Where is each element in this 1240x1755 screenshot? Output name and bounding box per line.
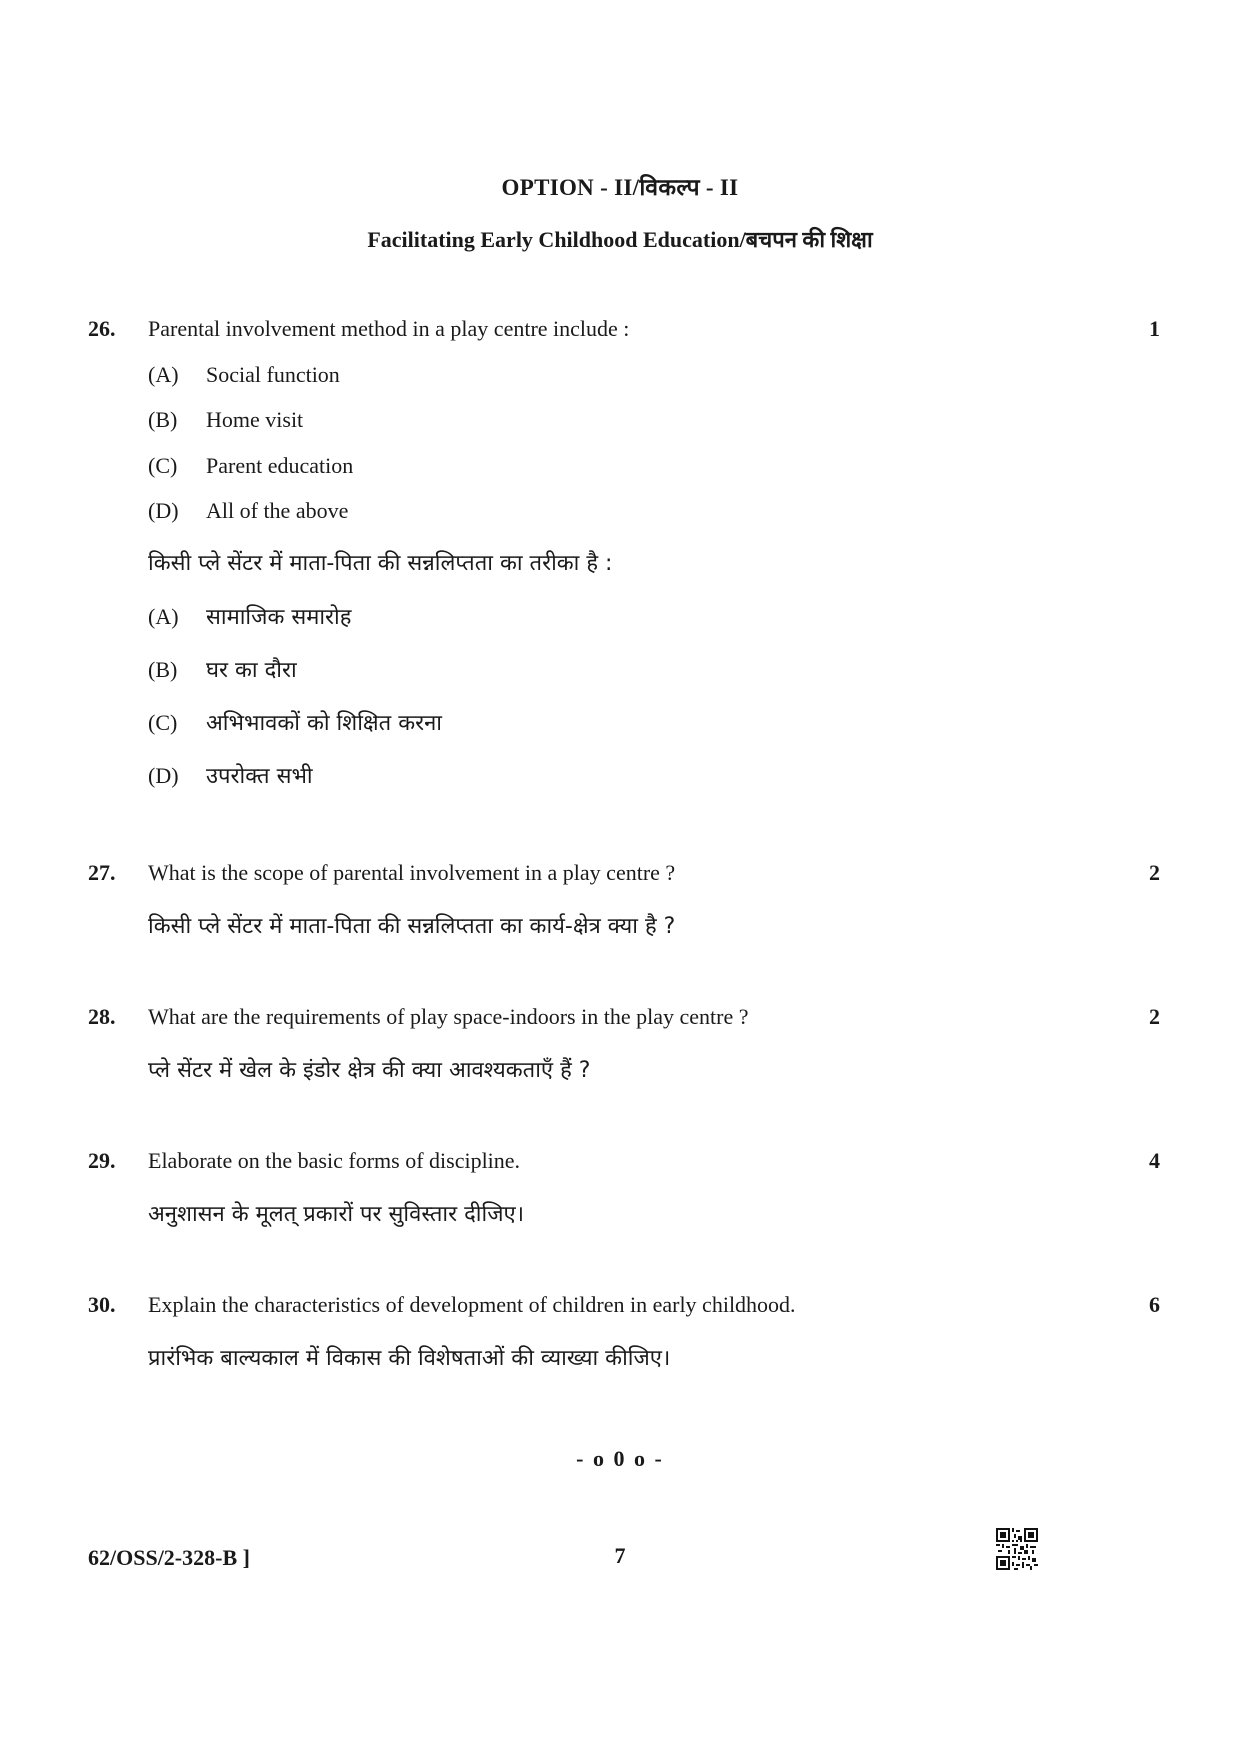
question-marks: 6	[1149, 1292, 1160, 1317]
question-text-hi: प्रारंभिक बाल्यकाल में विकास की विशेषताओं की व्याख्या कीजिए।	[148, 1346, 671, 1371]
question-text-hi: अनुशासन के मूलत् प्रकारों पर सुविस्तार दीजिए।	[148, 1202, 525, 1227]
page-number: 7	[614, 1543, 626, 1568]
option-letter: (B)	[148, 407, 178, 432]
end-of-paper-mark: - o 0 o -	[576, 1446, 664, 1471]
option-heading: OPTION - II/विकल्प - II	[501, 175, 739, 200]
option-text: All of the above	[206, 498, 349, 523]
question-marks: 4	[1149, 1148, 1160, 1173]
option-letter: (C)	[148, 453, 178, 478]
question-marks: 2	[1149, 860, 1160, 885]
question-text-en: Elaborate on the basic forms of discipline.	[148, 1148, 521, 1173]
option-en-b	[148, 407, 303, 433]
option-letter: (D)	[148, 498, 179, 523]
option-text: उपरोक्त सभी	[206, 764, 313, 789]
option-en-c	[148, 453, 353, 479]
option-text: Home visit	[206, 407, 304, 432]
option-letter: (A)	[148, 362, 179, 387]
option-text: Parent education	[206, 453, 354, 478]
option-en-d	[148, 498, 348, 524]
question-text-en: Explain the characteristics of development of children in early childhood.	[148, 1292, 796, 1317]
option-letter: (D)	[148, 763, 179, 788]
option-hi-d	[148, 760, 313, 790]
option-letter: (B)	[148, 657, 178, 682]
question-number: 28.	[88, 1004, 116, 1029]
option-text: Social function	[206, 362, 340, 387]
question-text-en: What is the scope of parental involvement in a play centre ?	[148, 860, 676, 885]
option-hi-c	[148, 707, 442, 737]
qr-code-icon	[996, 1528, 1038, 1570]
question-text-en: What are the requirements of play space-indoors in the play centre ?	[148, 1004, 749, 1029]
option-en-a	[148, 362, 340, 388]
subject-heading: Facilitating Early Childhood Education/बचपन की शिक्षा	[367, 227, 873, 252]
question-number: 27.	[88, 860, 116, 885]
option-hi-b	[148, 654, 297, 684]
option-hi-a	[148, 601, 351, 631]
option-letter: (C)	[148, 710, 178, 735]
question-number: 29.	[88, 1148, 116, 1173]
option-text: अभिभावकों को शिक्षित करना	[206, 711, 443, 736]
question-marks: 2	[1149, 1004, 1160, 1029]
option-letter: (A)	[148, 604, 179, 629]
paper-code: 62/OSS/2-328-B ]	[88, 1545, 250, 1570]
question-number: 30.	[88, 1292, 116, 1317]
option-text: सामाजिक समारोह	[206, 605, 352, 630]
question-text-en: Parental involvement method in a play centre include :	[148, 316, 630, 341]
question-text-hi: किसी प्ले सेंटर में माता-पिता की सन्नलिप्तता का तरीका है :	[148, 551, 613, 576]
question-text-hi: प्ले सेंटर में खेल के इंडोर क्षेत्र की क्या आवश्यकताएँ हैं ?	[148, 1058, 591, 1083]
question-text-hi: किसी प्ले सेंटर में माता-पिता की सन्नलिप्तता का कार्य-क्षेत्र क्या है ?	[148, 914, 676, 939]
question-marks: 1	[1149, 316, 1160, 341]
option-text: घर का दौरा	[206, 658, 297, 683]
question-number: 26.	[88, 316, 116, 341]
